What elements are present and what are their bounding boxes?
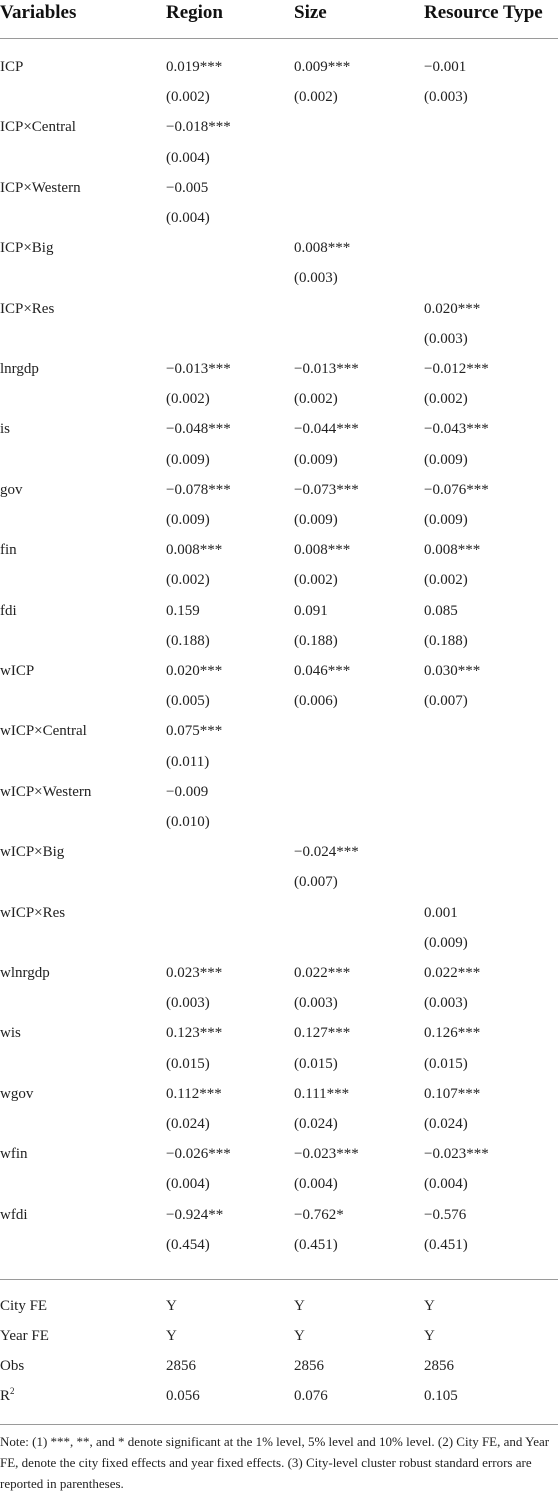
cell-resource-type: −0.576 [424,1206,467,1223]
cell-size: −0.023*** [294,1146,359,1163]
row-label: lnrgdp [0,361,39,377]
cell-region: (0.003) [166,995,210,1012]
cell-size: Y [294,1328,305,1344]
row-label [0,1381,15,1411]
cell-region: (0.024) [166,1116,210,1132]
cell-region: −0.009 [166,783,209,800]
table-row [0,112,558,142]
cell-resource-type: (0.009) [424,451,468,468]
cell-resource-type: 0.020*** [424,300,481,317]
cell-region: 0.020*** [166,663,223,679]
cell-region: (0.004) [166,210,210,226]
cell-resource-type: 0.008*** [424,542,481,559]
cell-resource-type: (0.188) [424,632,468,649]
table-row-city-fe [0,1291,558,1321]
cell-size: −0.013*** [294,361,359,377]
table-row [0,656,558,686]
cell-resource-type: (0.004) [424,1176,468,1193]
cell-region: −0.026*** [166,1146,231,1163]
header-variables: Variables [0,2,77,23]
cell-size: (0.004) [294,1176,338,1193]
table-row [0,988,558,1018]
row-label: ICP×Res [0,300,55,317]
cell-region: −0.005 [166,179,209,196]
cell-size: (0.002) [294,572,338,589]
cell-region: −0.078*** [166,481,231,498]
cell-region: 0.075*** [166,723,223,740]
cell-resource-type: 0.022*** [424,965,481,981]
cell-size: (0.006) [294,693,338,710]
cell-region: 0.056 [166,1388,200,1404]
cell-region: Y [166,1298,177,1314]
cell-size: 0.127*** [294,1025,351,1042]
table-row [0,233,558,263]
header-rule [0,38,558,39]
cell-size: −0.073*** [294,481,359,498]
table-row [0,263,558,293]
row-label: wlnrgdp [0,965,50,981]
footer-top-rule [0,1279,558,1280]
cell-size: (0.451) [294,1236,338,1253]
table-row [0,1049,558,1079]
table-row [0,384,558,414]
cell-resource-type: 0.085 [424,602,458,619]
cell-resource-type: −0.012*** [424,361,489,377]
table-row [0,686,558,716]
header-resource-type: Resource Type [424,2,543,23]
header-size: Size [294,2,327,23]
cell-resource-type: 0.030*** [424,663,481,679]
cell-resource-type: Y [424,1298,435,1314]
cell-resource-type: 2856 [424,1358,454,1374]
cell-region: (0.002) [166,572,210,589]
cell-resource-type: (0.002) [424,391,468,408]
table-row [0,565,558,595]
cell-size: (0.007) [294,874,338,891]
cell-size: 2856 [294,1358,324,1374]
cell-region: (0.188) [166,632,210,649]
row-label: wICP×Western [0,783,92,800]
cell-size: −0.044*** [294,421,359,438]
cell-region: (0.009) [166,451,210,468]
table-row [0,1109,558,1139]
row-label: ICP [0,59,24,75]
cell-size: 0.008*** [294,240,351,257]
cell-resource-type: 0.107*** [424,1085,481,1102]
table-row [0,203,558,233]
cell-size: 0.022*** [294,965,351,981]
row-label: wICP×Central [0,723,87,740]
table-row [0,716,558,746]
table-row [0,1018,558,1048]
table-row [0,445,558,475]
cell-region: −0.048*** [166,421,231,438]
table-row [0,1200,558,1230]
row-label: Year FE [0,1328,49,1344]
table-row [0,173,558,203]
cell-size: (0.015) [294,1055,338,1072]
cell-size: 0.111*** [294,1085,350,1102]
cell-region: Y [166,1328,177,1344]
cell-region: (0.004) [166,1176,210,1193]
cell-resource-type: (0.003) [424,330,468,347]
cell-resource-type: 0.001 [424,904,458,921]
cell-region: (0.010) [166,814,210,830]
cell-resource-type: (0.024) [424,1116,468,1132]
row-label: wICP×Res [0,904,66,921]
row-label: ICP×Big [0,240,54,257]
row-label: wICP [0,663,35,679]
cell-resource-type: −0.076*** [424,481,489,498]
cell-size: (0.009) [294,512,338,528]
table-row [0,475,558,505]
cell-size: (0.003) [294,270,338,287]
row-label: City FE [0,1298,48,1314]
table-row-year-fe [0,1321,558,1351]
r2-superscript: 2 [10,1386,15,1396]
table-row [0,1079,558,1109]
cell-resource-type: −0.001 [424,59,467,75]
table-row [0,143,558,173]
footer-bottom-rule [0,1424,558,1425]
row-label: fin [0,542,17,559]
cell-size: −0.024*** [294,844,359,861]
row-label: wgov [0,1085,34,1102]
row-label: Obs [0,1358,25,1374]
table-row [0,52,558,82]
table-row [0,1139,558,1169]
cell-region: (0.005) [166,693,210,710]
cell-resource-type: (0.451) [424,1236,468,1253]
cell-region: (0.002) [166,89,210,106]
table-row [0,324,558,354]
table-row [0,1169,558,1199]
row-label: wis [0,1025,21,1042]
row-label: wfdi [0,1206,28,1223]
cell-resource-type: (0.009) [424,934,468,951]
cell-region: (0.009) [166,512,210,528]
cell-resource-type: 0.105 [424,1388,458,1404]
cell-resource-type: (0.002) [424,572,468,589]
cell-size: (0.188) [294,632,338,649]
table-row-r2 [0,1381,558,1411]
cell-size: 0.076 [294,1388,328,1404]
cell-size: (0.003) [294,995,338,1012]
cell-region: 0.023*** [166,965,223,981]
cell-region: −0.924** [166,1206,224,1223]
cell-region: (0.015) [166,1055,210,1072]
cell-size: (0.002) [294,89,338,106]
cell-size: 0.008*** [294,542,351,559]
cell-region: 0.112*** [166,1085,222,1102]
cell-region: (0.004) [166,149,210,166]
table-row [0,1230,558,1260]
row-label: wfin [0,1146,28,1163]
cell-resource-type: (0.003) [424,89,468,106]
row-label: gov [0,481,23,498]
row-label: ICP×Central [0,119,76,136]
cell-size: 0.091 [294,602,328,619]
table-row [0,505,558,535]
cell-region: 0.008*** [166,542,223,559]
cell-size: Y [294,1298,305,1314]
cell-size: 0.009*** [294,59,351,75]
table-row [0,898,558,928]
cell-resource-type: Y [424,1328,435,1344]
cell-resource-type: −0.043*** [424,421,489,438]
table-row [0,958,558,988]
cell-size: 0.046*** [294,663,351,679]
cell-size: (0.009) [294,451,338,468]
cell-resource-type: (0.009) [424,512,468,528]
table-header [0,0,558,38]
row-label: ICP×Western [0,179,81,196]
cell-region: (0.002) [166,391,210,408]
table-note: Note: (1) ***, **, and * denote significant at the 1% level, 5% level and 10% level. (2) City FE, and Year FE, denote the city fixed effects and year fixed effects. (3) City-level cluster robust standard errors are reported in parentheses. [0,1434,550,1491]
table-row [0,294,558,324]
table-row [0,82,558,112]
table-row [0,626,558,656]
cell-resource-type: 0.126*** [424,1025,481,1042]
table-row [0,867,558,897]
table-row [0,807,558,837]
cell-region: 0.123*** [166,1025,223,1042]
table-row [0,354,558,384]
table-row-obs [0,1351,558,1381]
table-row [0,596,558,626]
cell-region: −0.018*** [166,119,231,136]
table-row [0,747,558,777]
row-label: fdi [0,602,17,619]
table-row [0,928,558,958]
cell-resource-type: (0.015) [424,1055,468,1072]
cell-region: 0.159 [166,602,200,619]
cell-region: (0.454) [166,1236,210,1253]
cell-resource-type: −0.023*** [424,1146,489,1163]
cell-region: (0.011) [166,753,210,770]
table-row [0,535,558,565]
table-row [0,414,558,444]
header-region: Region [166,2,223,23]
r2-base: R [0,1388,11,1404]
cell-region: 0.019*** [166,59,223,75]
row-label: wICP×Big [0,844,65,861]
cell-region: −0.013*** [166,361,231,377]
cell-region: 2856 [166,1358,196,1374]
cell-size: (0.002) [294,391,338,408]
cell-size: −0.762* [294,1206,344,1223]
table-row [0,837,558,867]
cell-resource-type: (0.007) [424,693,468,710]
table-row [0,777,558,807]
cell-resource-type: (0.003) [424,995,468,1012]
row-label: is [0,421,11,438]
cell-size: (0.024) [294,1116,338,1132]
